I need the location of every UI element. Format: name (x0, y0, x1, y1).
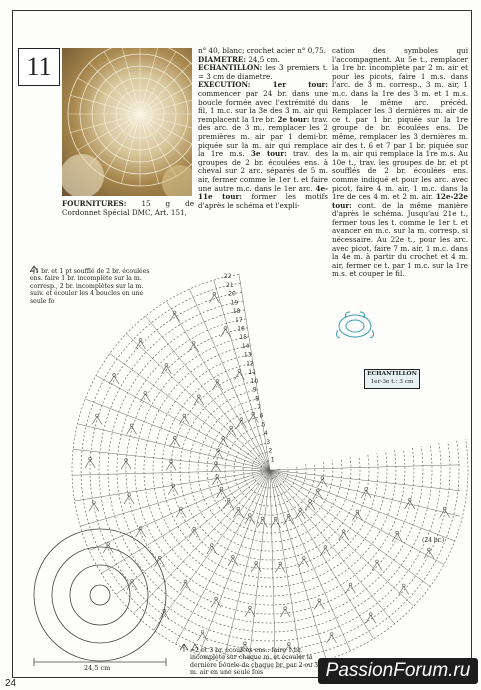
symbols-text: cation des symboles qui l'accompagnent. Au 5e t., remplacer la 1re br. incomplète par 2 m. air et pour les picots, faire 1 m.s. dans l'arc. de 3 m. corresp., 3 m. air, 1 m.c. dans la 1re des 3 m. et 1 m.s. dans le même arc. précéd. Remplacer les 3 dernières m. air de ce t. par 1 br. piquée sur la 1re groupe de br. écoulées ens. De même, remplacer les 3 dernières m. air des t. 6 et 7 par 1 br. piquée sur la m. air qui remplace la 1re m.s. Au 10e t., trav. les groupes de br. et pt soufflés de 2 br. écoulées ens. comme indiqué et pour les arc. avec picot, faire 4 m. air, 1 m.c. dans la 1re de ces 4 m. et 2 m. air. (332, 46, 468, 202)
round-number: 9 (252, 386, 257, 394)
supplies-heading: FOURNITURES: (62, 199, 127, 208)
yarn-text: n° 40, blanc; crochet acier n° 0,75. (198, 46, 327, 55)
round-number: 12 (246, 360, 254, 368)
sample-label: ECHANTILLON: (198, 63, 263, 73)
round-number: 14 (241, 343, 250, 350)
sample-motif (336, 312, 373, 338)
tour3-text: trav. des groupes de 2 br. écoulées ens. à cheval sur 2 arc. séparés de 5 m. air, fermer comme le 1er t. et faire une autre m.c. dans le 1er arc. (198, 149, 328, 193)
page-number: 24 (5, 678, 17, 689)
round-number: 1 (270, 456, 275, 464)
tour12-label: 12e-22e tour: (332, 192, 468, 210)
round-number: 10 (250, 377, 259, 385)
sample-box-title: ECHANTILLON (367, 371, 417, 377)
round-number: 15 (239, 334, 248, 342)
round-number: 13 (243, 351, 252, 359)
supplies-body: 15 g de Cordonnet Spécial DMC, Art. 151, (62, 199, 194, 217)
round-number: 3 (266, 438, 271, 446)
sample-value: les 3 premiers t. = 3 cm de diametre. (198, 63, 328, 81)
watermark: PassionForum.ru (318, 658, 478, 684)
round-number: 20 (228, 290, 236, 298)
pattern-number: 11 (18, 48, 60, 86)
legend-bottom: =2 et 3 br. écoulées ens.: faire 1 br. incomplète sur chaque m. et écouler la dernière boucle de chaque br. par 2 ou 3 m. air en une seule fois (190, 647, 319, 677)
round-number: 19 (230, 299, 239, 307)
round-count-label: (24 br.) (422, 537, 445, 544)
round-number: 11 (248, 369, 257, 377)
sample-box (364, 369, 420, 389)
tour2-text: trav. des arc. de 3 m., remplacer les 2 premières m. air par 1 demi-br. piquée sur la m. air qui remplace la 1re m.s. (198, 114, 328, 159)
execution-text: commencer par 24 br. dans une boucle formée avec l'extrémité du fil, 1 m.c. sur la 3e des 3 m. air qui remplacent la 1re br. (198, 88, 328, 124)
tour4-text: former les motifs d'après le schéma et l'expli- (198, 192, 328, 210)
tour2-label: 2e tour: (277, 114, 310, 124)
round-number: 7 (257, 404, 262, 411)
round-number: 8 (255, 395, 259, 403)
round-number: 5 (261, 421, 266, 429)
round-number: 17 (235, 316, 243, 324)
round-number: 4 (264, 430, 268, 438)
execution-label: EXECUTION: 1er tour: (198, 80, 328, 90)
round-number: 16 (237, 325, 245, 333)
diameter-label: DIAMETRE: (198, 54, 247, 64)
tour3-label: 3e tour: (250, 149, 287, 159)
round-number: 6 (259, 412, 264, 420)
legend-symbols (30, 266, 198, 652)
tour4-label: 4e-11e tour: (198, 183, 328, 202)
legend-top: =1 br. et 1 pt soufflé de 2 br. écoulées ens. faire 1 br. incomplète sur la m. corresp., 2 br. incomplètes sur la m. suiv. et écouler les 4 boucles en une seule fo (30, 268, 150, 305)
diameter-value: 24,5 cm. (248, 54, 280, 64)
round-number: 22 (223, 273, 232, 281)
reduced-outline (34, 529, 166, 666)
round-number: 2 (268, 447, 273, 455)
round-number: 18 (232, 308, 241, 316)
sample-box-value: 1er-3e t.: 3 cm (370, 379, 414, 385)
round-number: 21 (226, 281, 234, 289)
tour12-text: cont. de la même manière d'après le schéma. Jusqu'au 21e t., fermer tous les t. comme le 1er t. et avancer en m.c. sur la m. corresp. si nécessaire. Au 22e t., pour les arc. avec picot, faire 7 m. air, 1 m.c. dans la 4e m. à partir du crochet et 4 m. air, fermer ce t. par 1 m.c. sur la 1re m.s. et couper le fil. (332, 200, 468, 279)
dimension-label: 24,5 cm (84, 664, 111, 672)
